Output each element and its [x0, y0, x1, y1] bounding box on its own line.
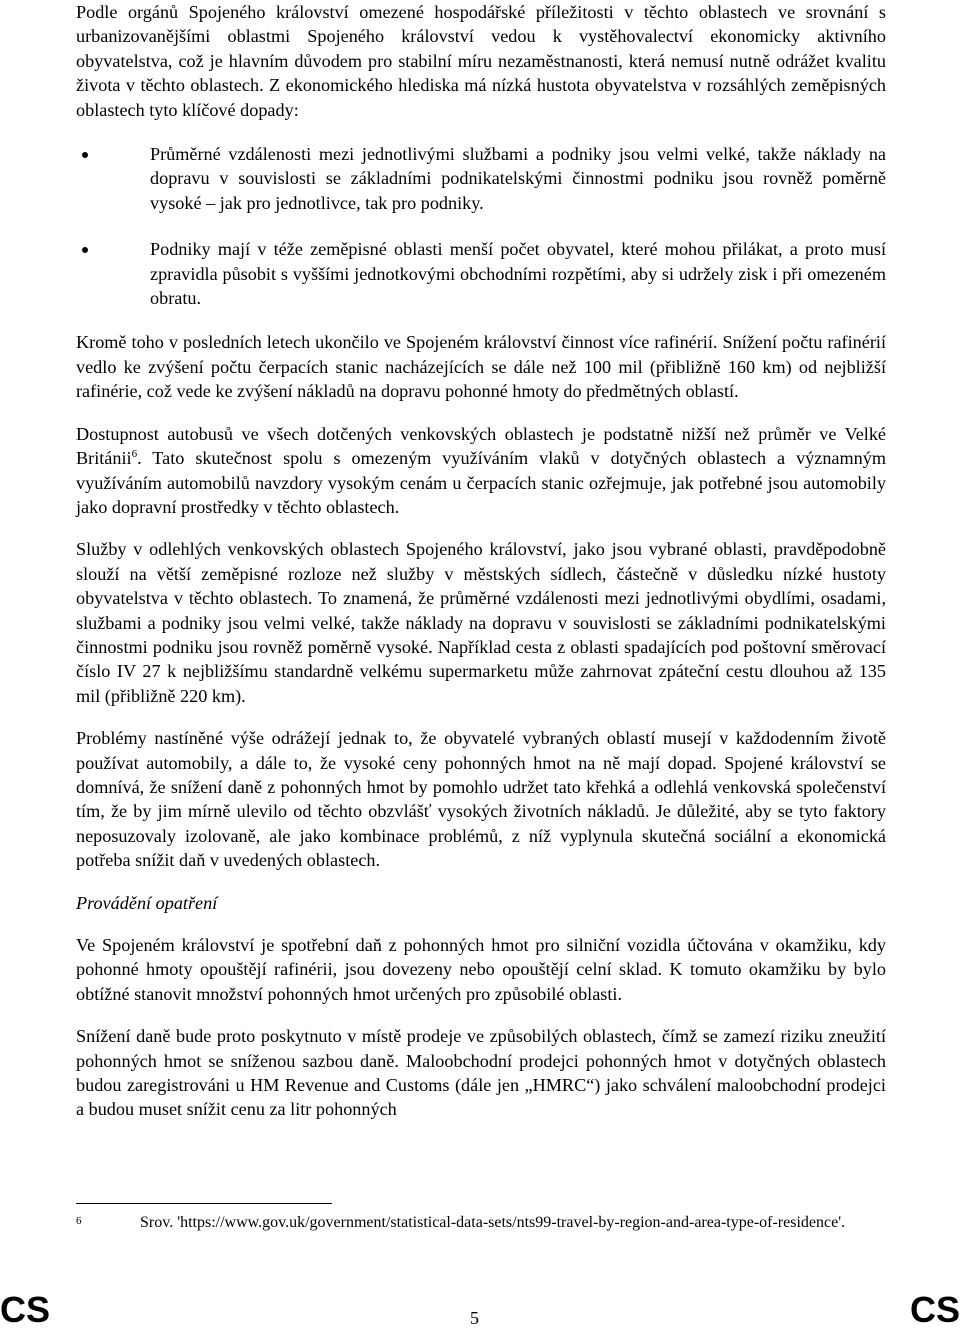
list-item-text: Podniky mají v téže zeměpisné oblasti menší počet obyvatel, které mohou přilákat, a proto musí zpravidla působit s vyššími jednotkovými obchodními rozpětími, aby si udržely zisk i při omezeném obratu. — [150, 239, 886, 309]
bullet-icon — [82, 152, 88, 158]
language-code-left: CS — [0, 1289, 51, 1330]
bullet-icon — [82, 247, 88, 253]
language-code-right: CS — [909, 1289, 960, 1330]
paragraph-refineries: Kromě toho v posledních letech ukončilo ve Spojeném království činnost více rafinérií. Snížení počtu rafinérií vedlo ke zvýšení počtu čerpacích stanic nacházejících se dále než 100 mil (přibližně 160 km) od nejbližší rafinérie, což vede ke zvýšení nákladů na dopravu pohonné hmoty do předmětných oblastí. — [76, 332, 886, 402]
document-body — [76, 0, 886, 1122]
bullet-list — [76, 142, 886, 310]
section-heading: Provádění opatření — [76, 892, 218, 913]
paragraph-buses — [76, 422, 886, 520]
page-number: 5 — [470, 1308, 479, 1328]
footnote-text[interactable]: Srov. 'https://www.gov.uk/government/statistical-data-sets/nts99-travel-by-region-and-area-type-of-residence'. — [140, 1214, 846, 1231]
list-item-text: Průměrné vzdálenosti mezi jednotlivými službami a podniky jsou velmi velké, takže náklady na dopravu v souvislosti se základními podnikatelskými činnostmi podniku jsou rovněž poměrně vysoké – jak pro jednotlivce, tak pro podniky. — [150, 144, 886, 213]
paragraph-reduction: Snížení daně bude proto poskytnuto v místě prodeje ve způsobilých oblastech, čímž se zamezí riziku zneužití pohonných hmot se sníženou sazbou daně. Maloobchodní prodejci pohonných hmot v dotyčných oblastech budou zaregistrováni u HM Revenue and Customs (dále jen „HMRC“) jako schválení maloobchodní prodejci a budou muset snížit cenu za litr pohonných — [76, 1026, 886, 1120]
paragraph-excise: Ve Spojeném království je spotřební daň z pohonných hmot pro silniční vozidla účtována v okamžiku, kdy pohonné hmoty opouštějí rafinérii, jsou dovezeny nebo opouštějí celní sklad. K tomuto okamžiku by bylo obtížné stanovit množství pohonných hmot určených pro způsobilé oblasti. — [76, 935, 886, 1004]
footnote-reference[interactable]: 6 — [131, 448, 138, 461]
paragraph-problems: Problémy nastíněné výše odrážejí jednak to, že obyvatelé vybraných oblastí musejí v každodenním životě používat automobily, a dále to, že vysoké ceny pohonných hmot na ně mají dopad. Spojené království se domnívá, že snížení daně z pohonných hmot by pomohlo udržet tato křehká a odlehlá venkovská společenství tím, že by jim mírně ulevilo od těchto obzvlášť vysokých životních nákladů. Je důležité, aby se tyto faktory neposuzovaly izolovaně, ale jako kombinace problémů, z níž vyplynula skutečná sociální a ekonomická potřeba snížit daň v uvedených oblastech. — [76, 728, 886, 871]
paragraph-buses-text-b: . Tato skutečnost spolu s omezeným využíváním vlaků v dotyčných oblastech a významným využíváním automobilů navzdory vysokým cenám u čerpacích stanic ozřejmuje, jak potřebné jsou automobily jako dopravní prostředky v těchto oblastech. — [76, 448, 886, 517]
paragraph-intro: Podle orgánů Spojeného království omezené hospodářské příležitosti v těchto oblastech ve srovnání s urbanizovanějšími oblastmi Spojeného království vedou k vystěhovalectví ekonomicky aktivního obyvatelstva, což je hlavním důvodem pro stabilní míru nezaměstnanosti, která nemusí nutně odrážet kvalitu života v těchto oblastech. Z ekonomického hlediska má nízká hustota obyvatelstva v rozsáhlých zeměpisných oblastech tyto klíčové dopady: — [76, 2, 886, 120]
footnote-number: 6 — [76, 1215, 82, 1227]
paragraph-buses-text-a: Dostupnost autobusů ve všech dotčených venkovských oblastech je podstatně nižší než průměr ve Velké Británii — [76, 423, 886, 469]
paragraph-services: Služby v odlehlých venkovských oblastech Spojeného království, jako jsou vybrané oblasti, pravděpodobně slouží na větší zeměpisné rozloze než služby v městských sídlech, částečně v důsledku nízké hustoty obyvatelstva v těchto oblastech. To znamená, že průměrné vzdálenosti mezi jednotlivými obydlími, osadami, službami a podniky jsou velmi velké, takže náklady na dopravu v souvislosti se základními podnikatelskými činnostmi podniku jsou rovněž poměrně vysoké. Například cesta z oblasti spadajících pod poštovní směrovací číslo IV 27 k nejbližšímu standardně velkému supermarketu může zahrnovat zpáteční cestu dlouhou až 135 mil (přibližně 220 km). — [76, 539, 886, 706]
list-item — [76, 237, 886, 310]
footnote-separator — [76, 1203, 332, 1204]
list-item — [76, 142, 886, 215]
